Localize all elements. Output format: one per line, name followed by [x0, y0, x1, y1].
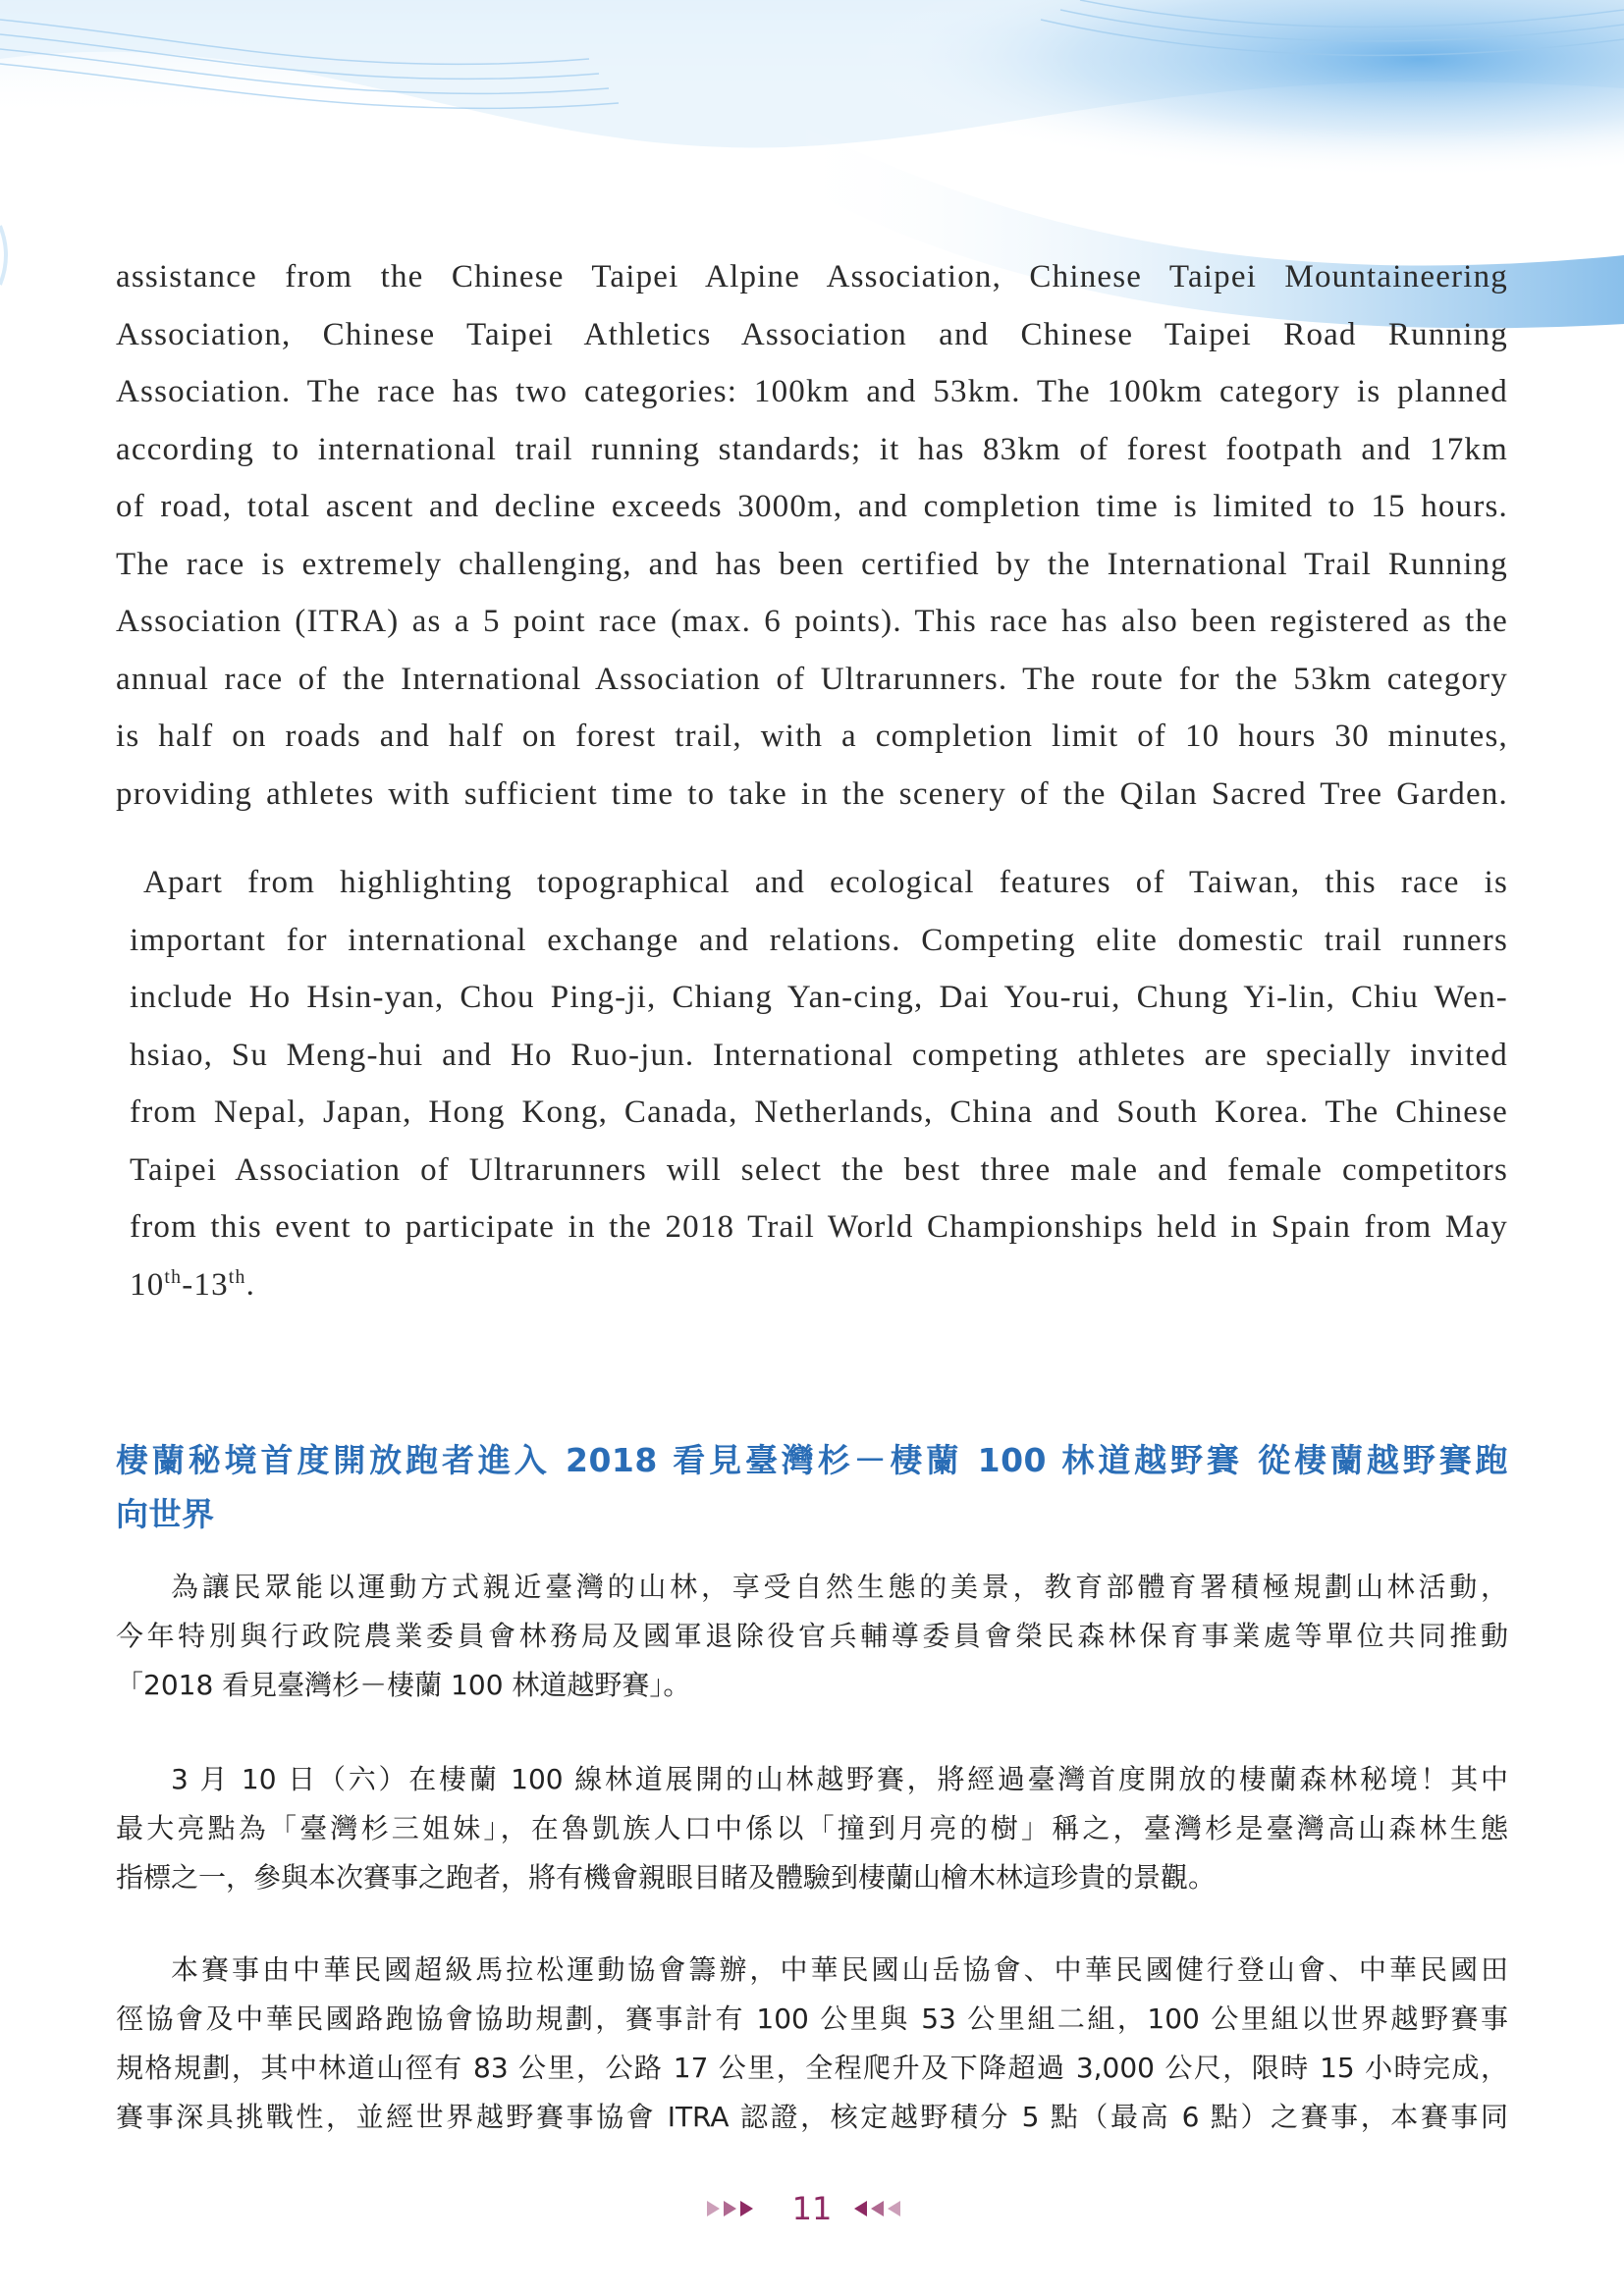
- text-line: from Nepal, Japan, Hong Kong, Canada, Netherlands, China and South Korea. The Chinese: [130, 1095, 1508, 1130]
- text-line: 規格規劃，其中林道山徑有 83 公里，公路 17 公里，全程爬升及下降超過 3,000 公尺，限時 15 小時完成，: [116, 2052, 1508, 2084]
- text-line: Association. The race has two categories: 100km and 53km. The 100km category is planned: [116, 374, 1508, 409]
- section-heading: [116, 1433, 1508, 1541]
- text-line: providing athletes with sufficient time to take in the scenery of the Qilan Sacred Tree Garden.: [116, 775, 1508, 812]
- date-text: -13: [182, 1266, 229, 1303]
- english-paragraph-2: [116, 854, 1508, 1313]
- text-line: important for international exchange and relations. Competing elite domestic trail runners: [130, 922, 1508, 958]
- heading-line: 棲蘭秘境首度開放跑者進入 2018 看見臺灣杉－棲蘭 100 林道越野賽 從棲蘭越野賽跑: [116, 1441, 1508, 1479]
- text-line: 指標之一，參與本次賽事之跑者，將有機會親眼目睹及體驗到棲蘭山檜木林這珍貴的景觀。: [116, 1861, 1217, 1894]
- text-line: Taipei Association of Ultrarunners will select the best three male and female competitors: [130, 1151, 1508, 1188]
- text-line: is half on roads and half on forest trail, with a completion limit of 10 hours 30 minutes,: [116, 719, 1508, 754]
- text-line: 最大亮點為「臺灣杉三姐妹」，在魯凱族人口中係以「撞到月亮的樹」稱之，臺灣杉是臺灣高山森林生態: [116, 1812, 1508, 1844]
- triple-right-arrow-icon: [707, 2184, 753, 2233]
- text-line: 賽事深具挑戰性，並經世界越野賽事協會 ITRA 認證，核定越野積分 5 點（最高 6 點）之賽事，本賽事同: [116, 2101, 1508, 2133]
- english-paragraph-1: [116, 248, 1508, 823]
- ordinal-suffix: th: [228, 1265, 246, 1288]
- text-line: 「2018 看見臺灣杉－棲蘭 100 林道越野賽」。: [116, 1669, 691, 1701]
- text-line: 本賽事由中華民國超級馬拉松運動協會籌辦，中華民國山岳協會、中華民國健行登山會、中華民國田: [171, 1953, 1508, 1986]
- text-line: 為讓民眾能以運動方式親近臺灣的山林，享受自然生態的美景，教育部體育署積極規劃山林活動，: [171, 1571, 1508, 1603]
- text-line: annual race of the International Association of Ultrarunners. The route for the 53km category: [116, 661, 1508, 697]
- text-line: from this event to participate in the 2018 Trail World Championships held in Spain from May: [130, 1209, 1508, 1245]
- page-number: 11: [791, 2190, 833, 2227]
- text-line: include Ho Hsin-yan, Chou Ping-ji, Chiang Yan-cing, Dai You-rui, Chung Yi-lin, Chiu Wen-: [130, 980, 1508, 1015]
- date-text: .: [245, 1266, 256, 1303]
- chinese-paragraph-2: [116, 1755, 1508, 1902]
- text-line: 今年特別與行政院農業委員會林務局及國軍退除役官兵輔導委員會榮民森林保育事業處等單位共同推動: [116, 1620, 1508, 1652]
- text-line: Apart from highlighting topographical and ecological features of Taiwan, this race is: [143, 865, 1508, 900]
- text-line: Association, Chinese Taipei Athletics Association and Chinese Taipei Road Running: [116, 316, 1508, 352]
- text-line: according to international trail running standards; it has 83km of forest footpath and 17km: [116, 431, 1508, 467]
- triple-left-arrow-icon: [854, 2184, 900, 2233]
- text-line: hsiao, Su Meng-hui and Ho Ruo-jun. International competing athletes are specially invited: [130, 1037, 1508, 1073]
- text-line: Association (ITRA) as a 5 point race (max. 6 points). This race has also been registered as the: [116, 604, 1508, 639]
- text-line: The race is extremely challenging, and has been certified by the International Trail Running: [116, 546, 1508, 582]
- date-line: [116, 1256, 1508, 1314]
- text-line: of road, total ascent and decline exceeds 3000m, and completion time is limited to 15 hours.: [116, 489, 1508, 524]
- chinese-paragraph-1: [116, 1563, 1508, 1710]
- date-text: 10: [130, 1266, 165, 1303]
- page-footer: [0, 2184, 1624, 2233]
- ordinal-suffix: th: [164, 1265, 183, 1288]
- chinese-paragraph-3: [116, 1946, 1508, 2142]
- text-line: 徑協會及中華民國路跑協會協助規劃，賽事計有 100 公里與 53 公里組二組，100 公里組以世界越野賽事: [116, 2002, 1508, 2035]
- heading-line: 向世界: [116, 1495, 215, 1533]
- text-line: assistance from the Chinese Taipei Alpine Association, Chinese Taipei Mountaineering: [116, 259, 1508, 294]
- text-line: 3 月 10 日（六）在棲蘭 100 線林道展開的山林越野賽，將經過臺灣首度開放的棲蘭森林秘境！其中: [171, 1763, 1508, 1795]
